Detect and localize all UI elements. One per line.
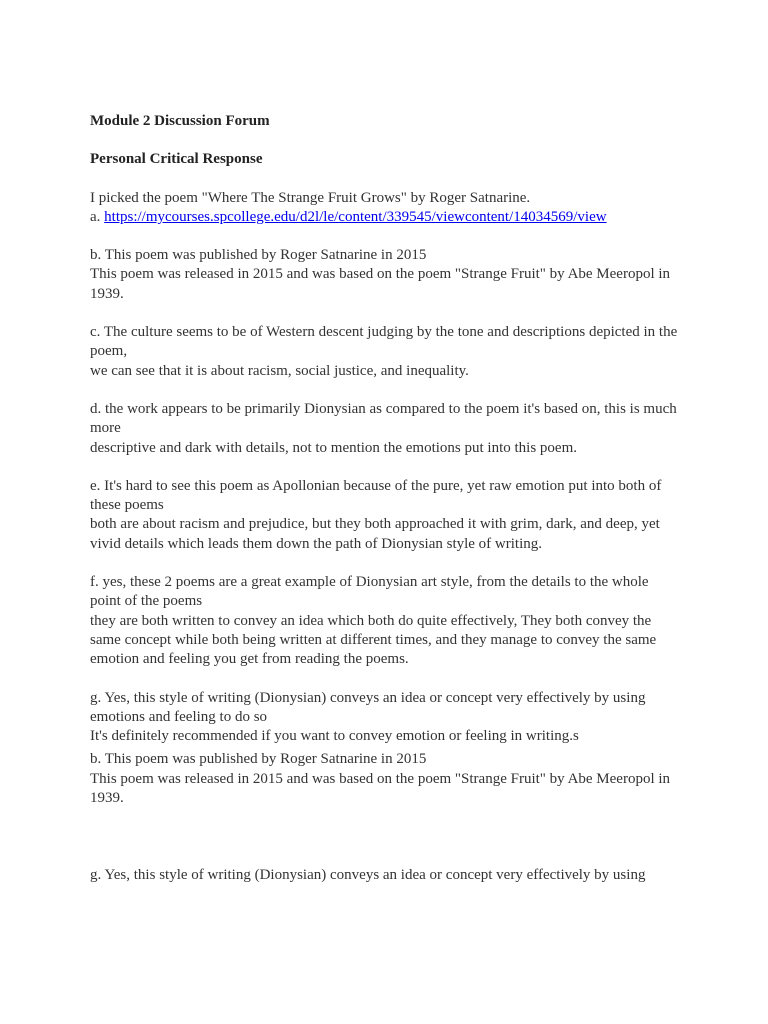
item-d-line-2: descriptive and dark with details, not to mention the emotions put into this poem. <box>90 439 578 456</box>
item-c-line-1: c. The culture seems to be of Western descent judging by the tone and descriptions depicted in the poem, <box>90 324 678 360</box>
item-g-line-1: g. Yes, this style of writing (Dionysian) conveys an idea or concept very effectively by using emotions and feeling to do so <box>90 689 646 725</box>
repeat-g-line-1: g. Yes, this style of writing (Dionysian) conveys an idea or concept very effectively by using <box>90 867 646 884</box>
document-subtitle: Personal Critical Response <box>90 151 263 168</box>
item-e-line-2: both are about racism and prejudice, but they both approached it with grim, dark, and deep, yet vivid details which leads them down the path of Dionysian style of writing. <box>90 516 660 552</box>
course-content-link[interactable]: https://mycourses.spcollege.edu/d2l/le/content/339545/viewcontent/14034569/view <box>104 208 607 225</box>
intro-paragraph: I picked the poem "Where The Strange Fruit Grows" by Roger Satnarine. <box>90 189 531 206</box>
item-c-line-2: we can see that it is about racism, social justice, and inequality. <box>90 362 469 379</box>
item-f-line-1: f. yes, these 2 poems are a great example of Dionysian art style, from the details to the whole point of the poems <box>90 574 649 610</box>
document-title: Module 2 Discussion Forum <box>90 113 270 129</box>
repeat-b-line-2: This poem was released in 2015 and was based on the poem "Strange Fruit" by Abe Meeropol in 1939. <box>90 770 671 807</box>
item-e-line-1: e. It's hard to see this poem as Apollonian because of the pure, yet raw emotion put into both of these poems <box>90 477 662 514</box>
item-f-line-2: they are both written to convey an idea which both do quite effectively, They both convey the same concept while both being written at different times, and they manage to convey the same emotion and feeling you get from reading the poems. <box>90 612 657 668</box>
item-a-prefix: a. <box>90 208 105 225</box>
document-body <box>90 112 680 886</box>
item-b-line-2: This poem was released in 2015 and was based on the poem "Strange Fruit" by Abe Meeropol in 1939. <box>90 266 671 302</box>
repeat-b-line-1: b. This poem was published by Roger Satnarine in 2015 <box>90 751 427 768</box>
item-a <box>90 208 680 227</box>
item-g-line-2: It's definitely recommended if you want to convey emotion or feeling in writing.s <box>90 728 579 745</box>
item-d-line-1: d. the work appears to be primarily Dionysian as compared to the poem it's based on, this is much more <box>90 400 677 437</box>
item-b-line-1: b. This poem was published by Roger Satnarine in 2015 <box>90 247 427 264</box>
